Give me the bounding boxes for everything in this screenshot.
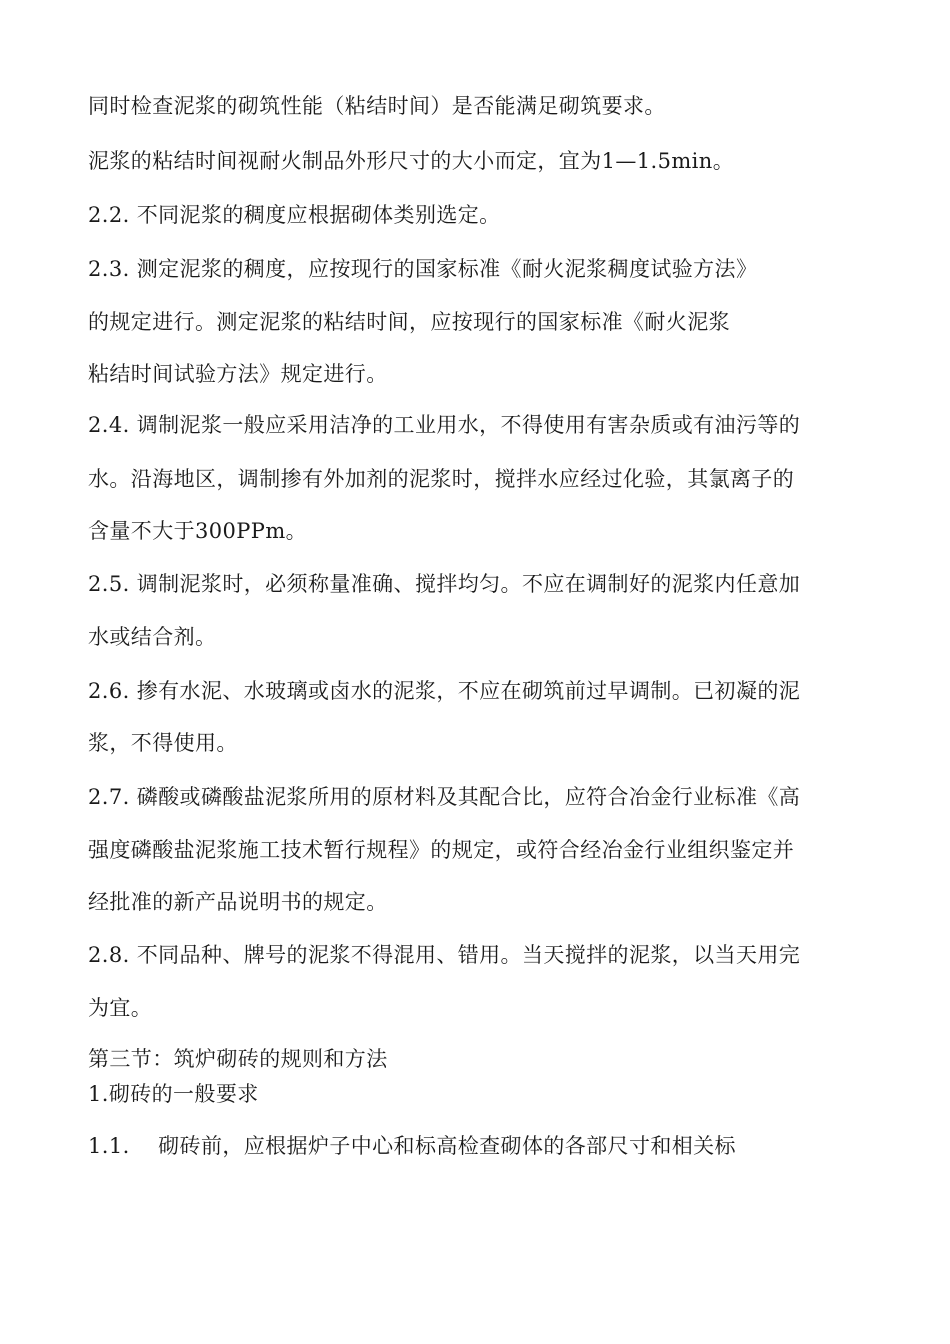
text-line: 2.8. 不同品种、牌号的泥浆不得混用、错用。当天搅拌的泥浆，以当天用完 bbox=[88, 943, 801, 967]
text-line: 的规定进行。测定泥浆的粘结时间，应按现行的国家标准《耐火泥浆 bbox=[88, 310, 730, 334]
text-line: 1.1. 砌砖前，应根据炉子中心和标高检查砌体的各部尺寸和相关标 bbox=[88, 1134, 736, 1158]
text-line: 为宜。 bbox=[88, 996, 153, 1020]
text-line: 水或结合剂。 bbox=[88, 625, 217, 649]
text-line: 2.6. 掺有水泥、水玻璃或卤水的泥浆，不应在砌筑前过早调制。已初凝的泥 bbox=[88, 679, 801, 703]
text-line: 2.3. 测定泥浆的稠度，应按现行的国家标准《耐火泥浆稠度试验方法》 bbox=[88, 257, 758, 281]
text-line: 2.2. 不同泥浆的稠度应根据砌体类别选定。 bbox=[88, 203, 501, 227]
text-line: 泥浆的粘结时间视耐火制品外形尺寸的大小而定，宜为1—1.5min。 bbox=[88, 149, 735, 173]
text-line: 含量不大于300PPm。 bbox=[88, 519, 308, 543]
section-heading: 第三节：筑炉砌砖的规则和方法 bbox=[88, 1047, 388, 1071]
text-line: 2.5. 调制泥浆时，必须称量准确、搅拌均匀。不应在调制好的泥浆内任意加 bbox=[88, 572, 801, 596]
text-line: 粘结时间试验方法》规定进行。 bbox=[88, 362, 388, 386]
text-line: 2.4. 调制泥浆一般应采用洁净的工业用水，不得使用有害杂质或有油污等的 bbox=[88, 413, 801, 437]
text-line: 强度磷酸盐泥浆施工技术暂行规程》的规定，或符合经冶金行业组织鉴定并 bbox=[88, 838, 795, 862]
text-line: 浆，不得使用。 bbox=[88, 731, 238, 755]
subsection-heading: 1.砌砖的一般要求 bbox=[88, 1082, 259, 1106]
text-line: 水。沿海地区，调制掺有外加剂的泥浆时，搅拌水应经过化验，其氯离子的 bbox=[88, 467, 795, 491]
text-line: 2.7. 磷酸或磷酸盐泥浆所用的原材料及其配合比，应符合冶金行业标准《高 bbox=[88, 785, 801, 809]
text-line: 同时检查泥浆的砌筑性能（粘结时间）是否能满足砌筑要求。 bbox=[88, 94, 666, 118]
text-line: 经批准的新产品说明书的规定。 bbox=[88, 890, 388, 914]
